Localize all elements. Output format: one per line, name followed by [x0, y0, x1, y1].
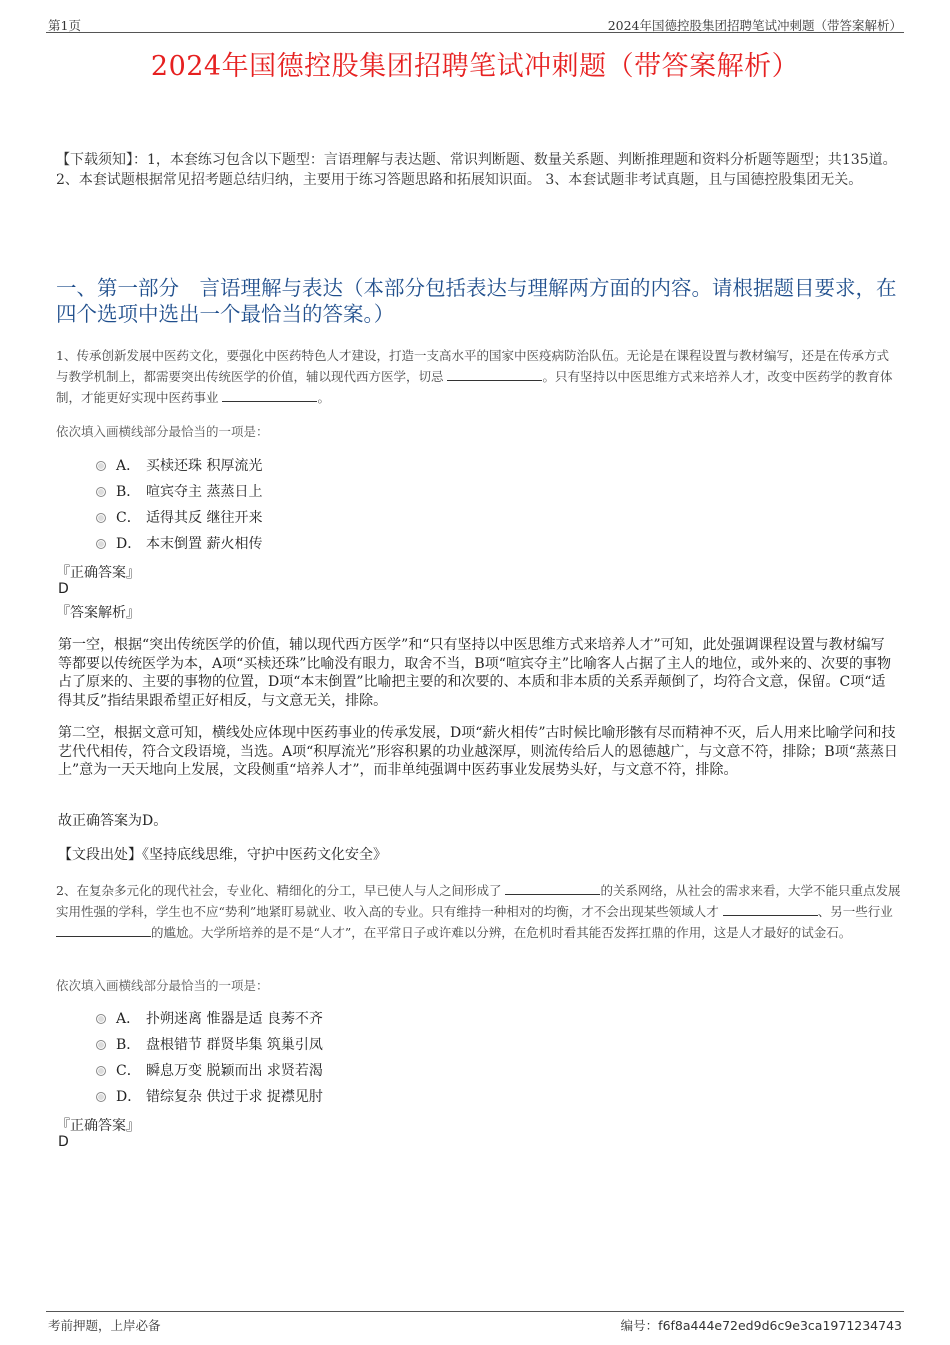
footer-slogan: 考前押题，上岸必备: [48, 1318, 161, 1333]
question-2-options: [96, 1006, 323, 1110]
header-doc-title: 2024年国德控股集团招聘笔试冲刺题（带答案解析）: [607, 18, 902, 33]
answer-label: 『正确答案』: [56, 1118, 140, 1134]
blank-line: [505, 882, 600, 895]
source-citation: 【文段出处】《坚持底线思维，守护中医药文化安全》: [58, 847, 387, 863]
option-b[interactable]: B． 喧宾夺主 蒸蒸日上: [96, 479, 262, 505]
radio-icon[interactable]: [96, 513, 106, 523]
question-1-prompt: 依次填入画横线部分最恰当的一项是：: [56, 424, 269, 439]
question-1-stem: 1、传承创新发展中医药文化，要强化中医药特色人才建设，打造一支高水平的国家中医疫病防治队伍。无论是在课程设置与教材编写，还是在传承方式与教学机制上，都需要突出传统医学的价值，辅以现代西方医学，切忌 。只有坚持以中医思维方式来培养人才，改变中医药学的教育体制，才能更好实现中医药事业 。: [56, 348, 893, 405]
section-title: 一、第一部分 言语理解与表达（本部分包括表达与理解两方面的内容。请根据题目要求，在四个选项中选出一个最恰当的答案。）: [56, 276, 897, 326]
analysis-label: 『答案解析』: [56, 605, 140, 621]
blank-line: [56, 924, 151, 937]
answer-value: D: [58, 581, 69, 597]
radio-icon[interactable]: [96, 461, 106, 471]
answer-label: 『正确答案』: [56, 565, 140, 581]
radio-icon[interactable]: [96, 539, 106, 549]
radio-icon[interactable]: [96, 1014, 106, 1024]
blank-line: [222, 389, 317, 402]
option-a[interactable]: A． 扑朔迷离 惟器是适 良莠不齐: [96, 1006, 323, 1032]
answer-value: D: [58, 1134, 69, 1150]
page-footer: [46, 1311, 904, 1336]
question-1-options: [96, 453, 262, 557]
analysis-paragraph: 第二空，根据文意可知，横线处应体现中医药事业的传承发展，D项“薪火相传”古时候比喻形骸有尽而精神不灭，后人用来比喻学问和技艺代代相传，符合文段语境，当选。A项“积厚流光”形容积累的功业越深厚，则流传给后人的恩德越广，与文意不符，排除；B项“蒸蒸日上”意为一天天地向上发展，文段侧重“培养人才”，而非单纯强调中医药事业发展势头好，与文意不符，排除。: [58, 725, 898, 778]
page-number: 第1页: [48, 18, 81, 33]
option-c[interactable]: C． 瞬息万变 脱颖而出 求贤若渴: [96, 1058, 323, 1084]
option-d[interactable]: D． 错综复杂 供过于求 捉襟见肘: [96, 1084, 323, 1110]
option-d[interactable]: D． 本末倒置 薪火相传: [96, 531, 262, 557]
option-b[interactable]: B． 盘根错节 群贤毕集 筑巢引凤: [96, 1032, 323, 1058]
radio-icon[interactable]: [96, 1040, 106, 1050]
document-code: 编号：f6f8a444e72ed9d6c9e3ca1971234743: [620, 1318, 902, 1333]
blank-line: [723, 903, 818, 916]
option-a[interactable]: A． 买椟还珠 积厚流光: [96, 453, 262, 479]
radio-icon[interactable]: [96, 1092, 106, 1102]
radio-icon[interactable]: [96, 487, 106, 497]
radio-icon[interactable]: [96, 1066, 106, 1076]
document-title: 2024年国德控股集团招聘笔试冲刺题（带答案解析）: [150, 51, 800, 82]
blank-line: [447, 368, 542, 381]
download-notice: 【下载须知】：1，本套练习包含以下题型：言语理解与表达题、常识判断题、数量关系题、判断推理题和资料分析题等题型；共135道。 2、本套试题根据常见招考题总结归纳，主要用于练习答题思路和拓展知识面。 3、本套试题非考试真题，且与国德控股集团无关。: [56, 152, 897, 188]
option-c[interactable]: C． 适得其反 继往开来: [96, 505, 262, 531]
question-2-prompt: 依次填入画横线部分最恰当的一项是：: [56, 978, 269, 993]
conclusion: 故正确答案为D。: [58, 813, 168, 829]
question-2-stem: 2、在复杂多元化的现代社会，专业化、精细化的分工，早已使人与人之间形成了 的关系网络，从社会的需求来看，大学不能只重点发展实用性强的学科，学生也不应“势利”地紧盯易就业、收入高的专业。只有维持一种相对的均衡，才不会出现某些领域人才 、另一些行业 的尴尬。大学所培养的是不是“人才”，在平常日子或许难以分辨，在危机时看其能否发挥扛鼎的作用，这是人才最好的试金石。: [56, 883, 901, 940]
page-header: [46, 14, 904, 33]
analysis-paragraph: 第一空，根据“突出传统医学的价值，辅以现代西方医学”和“只有坚持以中医思维方式来培养人才”可知，此处强调课程设置与教材编写等都要以传统医学为本，A项“买椟还珠”比喻没有眼力，取舍不当，B项“喧宾夺主”比喻客人占据了主人的地位，或外来的、次要的事物占了原来的、主要的事物的位置，D项“本末倒置”比喻把主要的和次要的、本质和非本质的关系弄颠倒了，均符合文意，保留。C项“适得其反”指结果跟希望正好相反，与文意无关，排除。: [58, 637, 892, 709]
